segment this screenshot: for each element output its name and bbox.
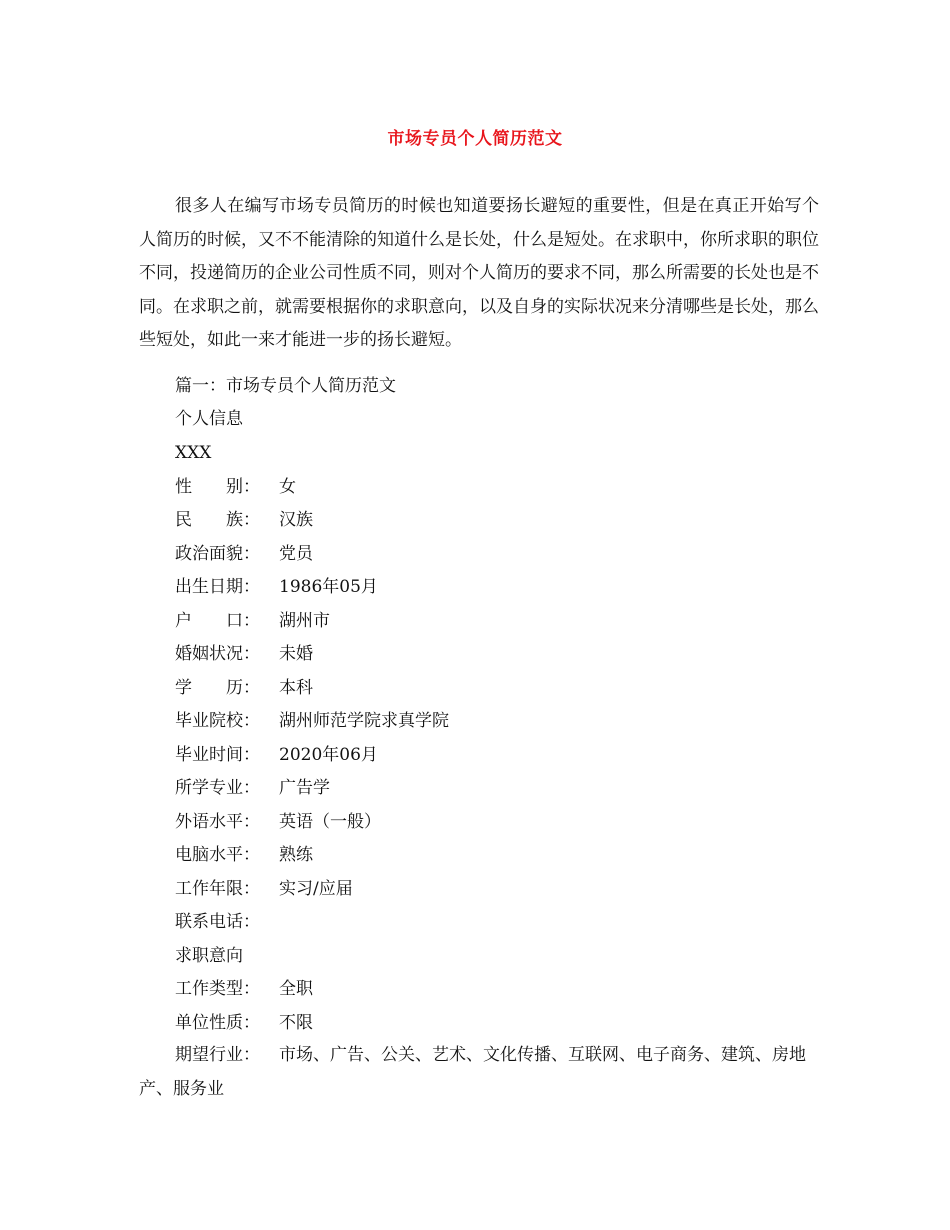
field-value: 2020年06月 <box>279 745 378 765</box>
field-label: 单位性质： <box>175 1013 260 1033</box>
job-intent-heading: 求职意向 <box>175 946 243 966</box>
field-school <box>175 709 449 733</box>
field-foreign-language <box>175 810 381 834</box>
field-label: 工作年限： <box>175 879 260 899</box>
field-value: 汉族 <box>279 510 313 530</box>
field-value: 1986年05月 <box>279 577 378 597</box>
intro-paragraph: 很多人在编写市场专员简历的时候也知道要扬长避短的重要性，但是在真正开始写个人简历的时候，又不不能清除的知道什么是长处，什么是短处。在求职中，你所求职的职位不同，投递简历的企业公司性质不同，则对个人简历的要求不同，那么所需要的长处也是不同。在求职之前，就需要根据你的求职意向，以及自身的实际状况来分清哪些是长处，那么些短处，如此一来才能进一步的扬长避短。 <box>139 196 819 350</box>
field-label: 民 族： <box>175 510 260 530</box>
field-value: 湖州师范学院求真学院 <box>279 711 449 731</box>
field-education <box>175 676 313 700</box>
field-label: 性 别： <box>175 477 260 497</box>
field-phone <box>175 910 279 934</box>
applicant-name: XXX <box>175 443 212 463</box>
field-major <box>175 776 330 800</box>
field-label: 联系电话： <box>175 912 260 932</box>
field-job-type <box>175 977 313 1001</box>
field-value: 本科 <box>279 678 313 698</box>
field-graduation-date <box>175 743 378 767</box>
field-label: 出生日期： <box>175 577 260 597</box>
field-ethnicity <box>175 508 313 532</box>
field-value: 实习/应届 <box>279 879 353 899</box>
field-industry <box>139 1039 829 1106</box>
field-label: 所学专业： <box>175 778 260 798</box>
field-label: 毕业时间： <box>175 745 260 765</box>
field-value: 英语（一般） <box>279 812 381 832</box>
field-label: 户 口： <box>175 611 260 631</box>
field-work-years <box>175 877 353 901</box>
field-label: 外语水平： <box>175 812 260 832</box>
field-hukou <box>175 609 330 633</box>
field-political-status <box>175 542 313 566</box>
field-value: 湖州市 <box>279 611 330 631</box>
field-marital-status <box>175 642 313 666</box>
field-value: 不限 <box>279 1013 313 1033</box>
field-label: 政治面貌： <box>175 544 260 564</box>
field-label: 婚姻状况： <box>175 644 260 664</box>
field-label: 期望行业： <box>175 1045 260 1065</box>
field-gender <box>175 475 296 499</box>
field-label: 工作类型： <box>175 979 260 999</box>
document-title: 市场专员个人简历范文 <box>387 129 563 149</box>
section-heading: 篇一：市场专员个人简历范文 <box>175 376 396 396</box>
field-value: 全职 <box>279 979 313 999</box>
field-label: 毕业院校： <box>175 711 260 731</box>
field-computer-skill <box>175 843 313 867</box>
personal-info-heading: 个人信息 <box>175 409 243 429</box>
field-label: 学 历： <box>175 678 260 698</box>
field-company-type <box>175 1011 313 1035</box>
field-label: 电脑水平： <box>175 845 260 865</box>
field-value: 熟练 <box>279 845 313 865</box>
field-value: 党员 <box>279 544 313 564</box>
field-birth-date <box>175 575 378 599</box>
field-value: 女 <box>279 477 296 497</box>
field-value: 市场、广告、公关、艺术、文化传播、互联网、电子商务、建筑、房地产、服务业 <box>139 1045 806 1099</box>
field-value: 未婚 <box>279 644 313 664</box>
field-value: 广告学 <box>279 778 330 798</box>
